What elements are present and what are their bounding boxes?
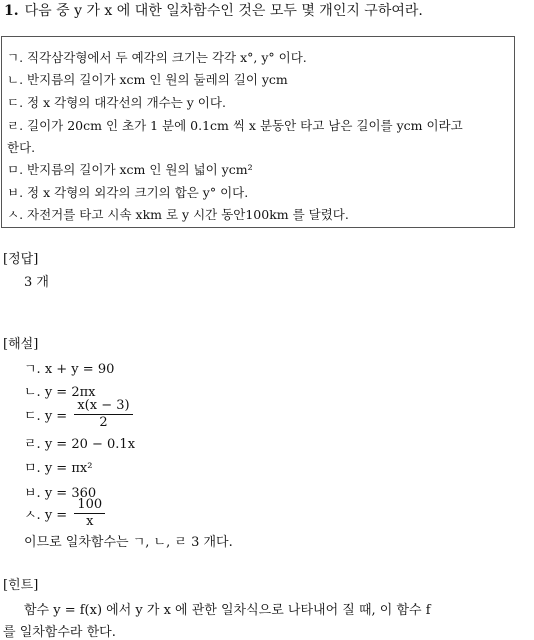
explanation-conclusion: 이므로 일차함수는 ㄱ, ㄴ, ㄹ 3 개다. (24, 535, 233, 550)
explanation-line-fraction (24, 497, 105, 530)
choices-box (1, 36, 515, 228)
choice-item: ㅅ. 자전거를 타고 시속 xkm 로 y 시간 동안100km 를 달렸다. (7, 207, 349, 222)
choice-item: ㄴ. 반지름의 길이가 xcm 인 원의 둘레의 길이 ycm (7, 72, 288, 87)
choice-item: ㄷ. 정 x 각형의 대각선의 개수는 y 이다. (7, 95, 226, 110)
explanation-line-prefix: ㄷ. y = (24, 409, 68, 424)
fraction-numerator: x(x − 3) (74, 398, 132, 415)
explanation-line: ㅁ. y = πx² (24, 461, 93, 476)
question-number: 1. (4, 3, 19, 19)
fraction-denominator: 2 (99, 415, 108, 430)
hint-line-1: 함수 y = f(x) 에서 y 가 x 에 관한 일차식으로 나타내어 질 때, 이 함수 f (24, 603, 431, 618)
explanation-label: [해설] (3, 337, 39, 352)
fraction (74, 497, 105, 530)
explanation-line: ㄴ. y = 2πx (24, 385, 96, 400)
question-text: 다음 중 y 가 x 에 대한 일차함수인 것은 모두 몇 개인지 구하여라. (24, 3, 423, 19)
explanation-line-fraction (24, 398, 133, 431)
choice-item-continued: 한다. (7, 140, 36, 155)
explanation-line: ㅂ. y = 360 (24, 486, 97, 501)
explanation-line: ㄱ. x + y = 90 (24, 362, 115, 377)
choice-item: ㅁ. 반지름의 길이가 xcm 인 원의 넓이 ycm² (7, 162, 253, 177)
fraction (74, 398, 132, 431)
choice-item: ㄱ. 직각삼각형에서 두 예각의 크기는 각각 x°, y° 이다. (7, 50, 307, 65)
choice-item: ㄹ. 길이가 20cm 인 초가 1 분에 0.1cm 씩 x 분동안 타고 남은 길이를 ycm 이라고 (7, 118, 463, 133)
fraction-denominator: x (86, 514, 94, 529)
hint-line-2: 를 일차함수라 한다. (3, 625, 116, 640)
question-title (4, 0, 423, 20)
answer-value: 3 개 (24, 275, 49, 290)
fraction-numerator: 100 (74, 497, 105, 514)
explanation-line: ㄹ. y = 20 − 0.1x (24, 437, 136, 452)
explanation-line-prefix: ㅅ. y = (24, 508, 68, 523)
hint-label: [힌트] (3, 578, 39, 593)
choice-item: ㅂ. 정 x 각형의 외각의 크기의 합은 y° 이다. (7, 185, 249, 200)
answer-label: [정답] (3, 252, 39, 267)
